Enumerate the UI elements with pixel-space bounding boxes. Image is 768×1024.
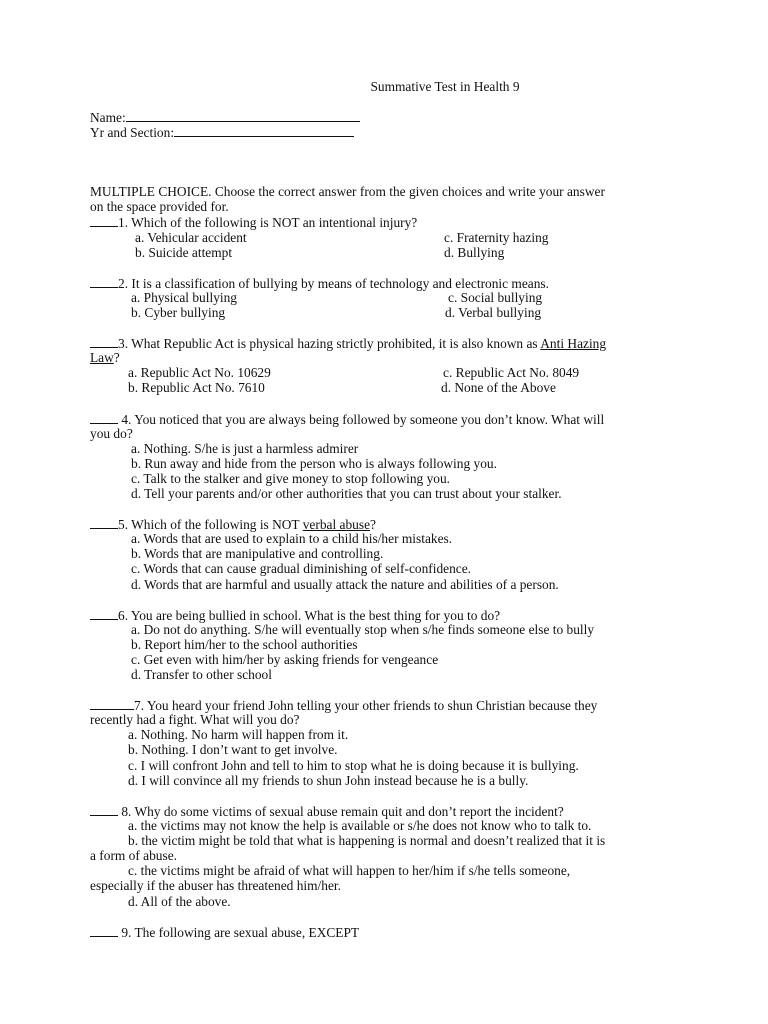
question-3	[90, 335, 606, 352]
q4-choice-a: a. Nothing. S/he is just a harmless admirer	[131, 441, 359, 456]
q5-choice-b: b. Words that are manipulative and controlling.	[131, 546, 384, 561]
question-9-text: 9. The following are sexual abuse, EXCEPT	[118, 925, 360, 940]
q8-choice-c-cont: especially if the abuser has threatened him/her.	[90, 878, 341, 893]
q8-choice-a: a. the victims may not know the help is available or s/he does not know who to talk to.	[128, 818, 592, 833]
question-7-cont: recently had a fight. What will you do?	[90, 712, 300, 727]
name-blank[interactable]	[126, 109, 360, 122]
q8-choice-b: b. the victim might be told that what is happening is normal and doesn’t realized that it is	[128, 833, 606, 848]
q2-choice-d: d. Verbal bullying	[445, 305, 542, 320]
answer-blank-8[interactable]	[90, 803, 118, 816]
answer-blank-1[interactable]	[90, 214, 118, 227]
q4-choice-d: d. Tell your parents and/or other authorities that you can trust about your stalker.	[131, 486, 562, 501]
q1-choice-d: d. Bullying	[444, 245, 505, 260]
question-7-text: 7. You heard your friend John telling your other friends to shun Christian because they	[134, 698, 598, 713]
q1-choice-b: b. Suicide attempt	[135, 245, 233, 260]
answer-blank-3[interactable]	[90, 335, 118, 348]
q6-choice-d: d. Transfer to other school	[131, 667, 272, 682]
question-3-text: 3. What Republic Act is physical hazing strictly prohibited, it is also known as	[118, 336, 541, 351]
question-8-text: 8. Why do some victims of sexual abuse remain quit and don’t report the incident?	[118, 804, 564, 819]
instructions-cont: on the space provided for.	[90, 199, 229, 214]
q7-choice-c: c. I will confront John and tell to him to stop what he is doing because it is bullying.	[128, 758, 579, 773]
answer-blank-7[interactable]	[90, 697, 134, 710]
anti-hazing-term: Anti Hazing	[540, 336, 607, 351]
question-3-mark: ?	[113, 350, 120, 365]
section-row	[90, 124, 354, 141]
question-5-text: 5. Which of the following is NOT	[118, 517, 303, 532]
question-1-text: 1. Which of the following is NOT an intentional injury?	[118, 215, 418, 230]
law-term: Law	[90, 350, 114, 365]
q2-choice-a: a. Physical bullying	[131, 290, 238, 305]
instructions: MULTIPLE CHOICE. Choose the correct answer from the given choices and write your answer	[90, 184, 605, 199]
section-label: Yr and Section:	[90, 125, 175, 140]
question-4-cont: you do?	[90, 426, 133, 441]
q3-choice-d: d. None of the Above	[441, 380, 556, 395]
q8-choice-b-cont: a form of abuse.	[90, 848, 178, 863]
q4-choice-b: b. Run away and hide from the person who is always following you.	[131, 456, 497, 471]
q4-choice-c: c. Talk to the stalker and give money to stop following you.	[131, 471, 451, 486]
name-label: Name:	[90, 110, 126, 125]
q8-choice-d: d. All of the above.	[128, 894, 231, 909]
verbal-abuse-term: verbal abuse	[302, 517, 371, 532]
question-5-mark: ?	[370, 517, 376, 532]
q6-choice-a: a. Do not do anything. S/he will eventually stop when s/he finds someone else to bully	[131, 622, 595, 637]
question-1	[90, 214, 417, 231]
q3-choice-a: a. Republic Act No. 10629	[128, 365, 271, 380]
answer-blank-5[interactable]	[90, 516, 118, 529]
q7-choice-a: a. Nothing. No harm will happen from it.	[128, 727, 349, 742]
question-6-text: 6. You are being bullied in school. What is the best thing for you to do?	[118, 608, 501, 623]
q8-choice-c: c. the victims might be afraid of what will happen to her/him if s/he tells someone,	[128, 863, 571, 878]
answer-blank-4[interactable]	[90, 411, 118, 424]
page-title: Summative Test in Health 9	[370, 79, 520, 94]
q2-choice-b: b. Cyber bullying	[131, 305, 226, 320]
q6-choice-c: c. Get even with him/her by asking friends for vengeance	[131, 652, 439, 667]
q3-choice-c: c. Republic Act No. 8049	[443, 365, 580, 380]
question-2-text: 2. It is a classification of bullying by means of technology and electronic means.	[118, 276, 549, 291]
answer-blank-9[interactable]	[90, 924, 118, 937]
q7-choice-d: d. I will convince all my friends to shun John instead because he is a bully.	[128, 773, 529, 788]
question-4	[90, 411, 604, 428]
answer-blank-2[interactable]	[90, 275, 118, 288]
question-3-cont	[90, 350, 120, 366]
section-blank[interactable]	[174, 124, 354, 137]
q2-choice-c: c. Social bullying	[448, 290, 543, 305]
question-9	[90, 924, 359, 941]
q1-choice-c: c. Fraternity hazing	[444, 230, 549, 245]
q5-choice-a: a. Words that are used to explain to a child his/her mistakes.	[131, 531, 453, 546]
answer-blank-6[interactable]	[90, 607, 118, 620]
q5-choice-c: c. Words that can cause gradual diminishing of self-confidence.	[131, 561, 472, 576]
q3-choice-b: b. Republic Act No. 7610	[128, 380, 265, 395]
q5-choice-d: d. Words that are harmful and usually attack the nature and abilities of a person.	[131, 577, 559, 592]
q1-choice-a: a. Vehicular accident	[135, 230, 247, 245]
question-4-text: 4. You noticed that you are always being followed by someone you don’t know. What will	[118, 412, 605, 427]
q6-choice-b: b. Report him/her to the school authorities	[131, 637, 358, 652]
q7-choice-b: b. Nothing. I don’t want to get involve.	[128, 742, 338, 757]
